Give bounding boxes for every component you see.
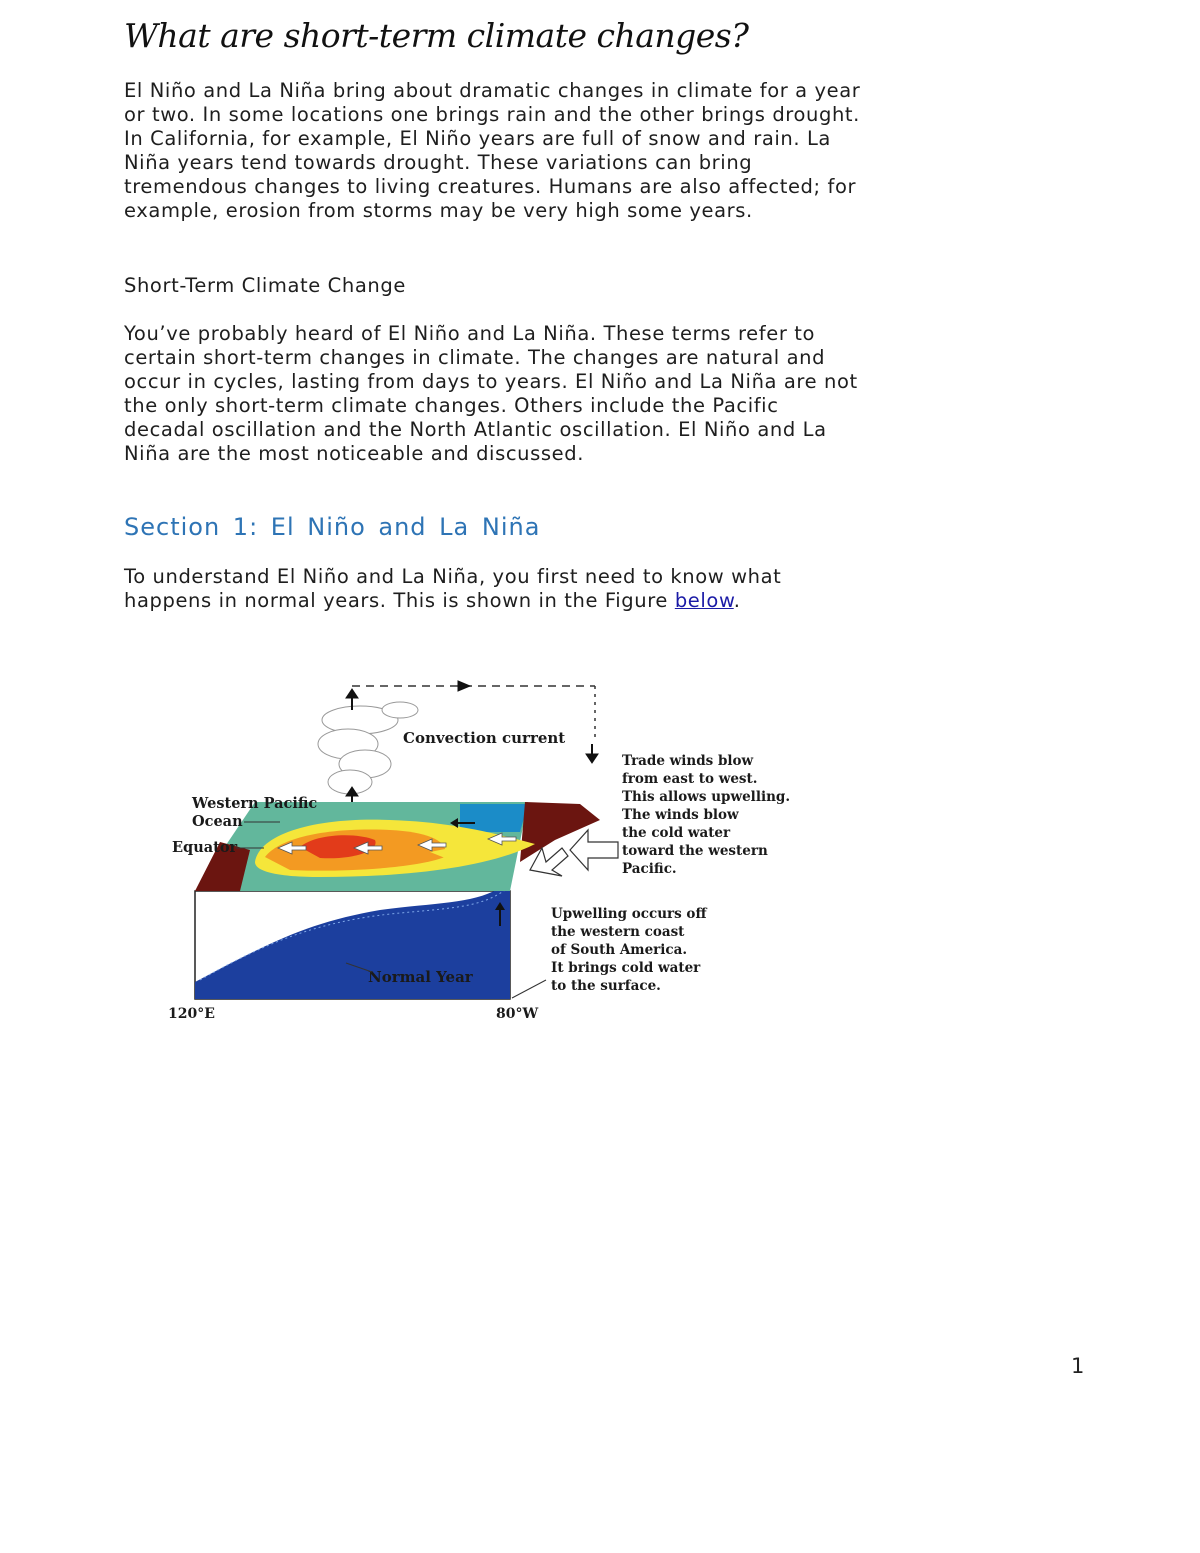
trade-winds-text: [622, 753, 790, 877]
below-link[interactable]: below: [674, 589, 734, 612]
section-paragraph: [124, 565, 864, 613]
section-paragraph-text: To understand El Niño and La Niña, you first need to know what happens in normal years. This is shown in the Figure: [124, 565, 782, 612]
trade-winds-line: from east to west.: [622, 771, 758, 787]
upwelling-line: the western coast: [551, 924, 685, 940]
longitude-right-label: 80°W: [496, 1006, 539, 1022]
page-number: 1: [1071, 1354, 1085, 1378]
upwelling-line: of South America.: [551, 942, 688, 958]
upwelling-text: [551, 906, 707, 994]
upwelling-line: to the surface.: [551, 978, 661, 994]
upwelling-line: It brings cold water: [551, 960, 701, 976]
ocean-label: Ocean: [192, 813, 243, 830]
normal-year-label: Normal Year: [368, 968, 473, 986]
intro-paragraph: El Niño and La Niña bring about dramatic changes in climate for a year or two. In some locations one brings rain and the other brings drought. In California, for example, El Niño years are full of snow and rain. La Niña years tend towards drought. These variations can bring tremendous changes to living creatures. Humans are also affected; for example, erosion from storms may be very high some years.: [124, 79, 861, 222]
page-title: What are short-term climate changes?: [124, 16, 749, 55]
section-heading: Section 1: El Niño and La Niña: [124, 513, 541, 541]
subtitle-text: Short-Term Climate Change: [124, 274, 406, 297]
trade-winds-line: the cold water: [622, 825, 731, 841]
sea-surface: [195, 802, 600, 891]
western-pacific-label: Western Pacific: [192, 795, 318, 812]
trade-winds-line: Pacific.: [622, 861, 677, 877]
trade-winds-line: The winds blow: [622, 807, 739, 823]
convection-label: Convection current: [403, 729, 566, 747]
convection-cloud: [318, 702, 418, 794]
el-nino-normal-year-figure: [160, 672, 800, 1032]
trade-winds-line: This allows upwelling.: [622, 789, 791, 805]
upwelling-line: Upwelling occurs off: [551, 906, 707, 922]
longitude-left-label: 120°E: [168, 1006, 215, 1022]
section-paragraph-end: .: [733, 589, 741, 612]
trade-winds-line: Trade winds blow: [622, 753, 754, 769]
equator-label: Equator: [172, 839, 238, 856]
trade-winds-line: toward the western: [622, 843, 768, 859]
second-paragraph: You’ve probably heard of El Niño and La Niña. These terms refer to certain short-term changes in climate. The changes are natural and occur in cycles, lasting from days to years. El Niño and La Niña are not the only short-term climate changes. Others include the Pacific decadal oscillation and the North Atlantic oscillation. El Niño and La Niña are the most noticeable and discussed.: [124, 322, 858, 465]
